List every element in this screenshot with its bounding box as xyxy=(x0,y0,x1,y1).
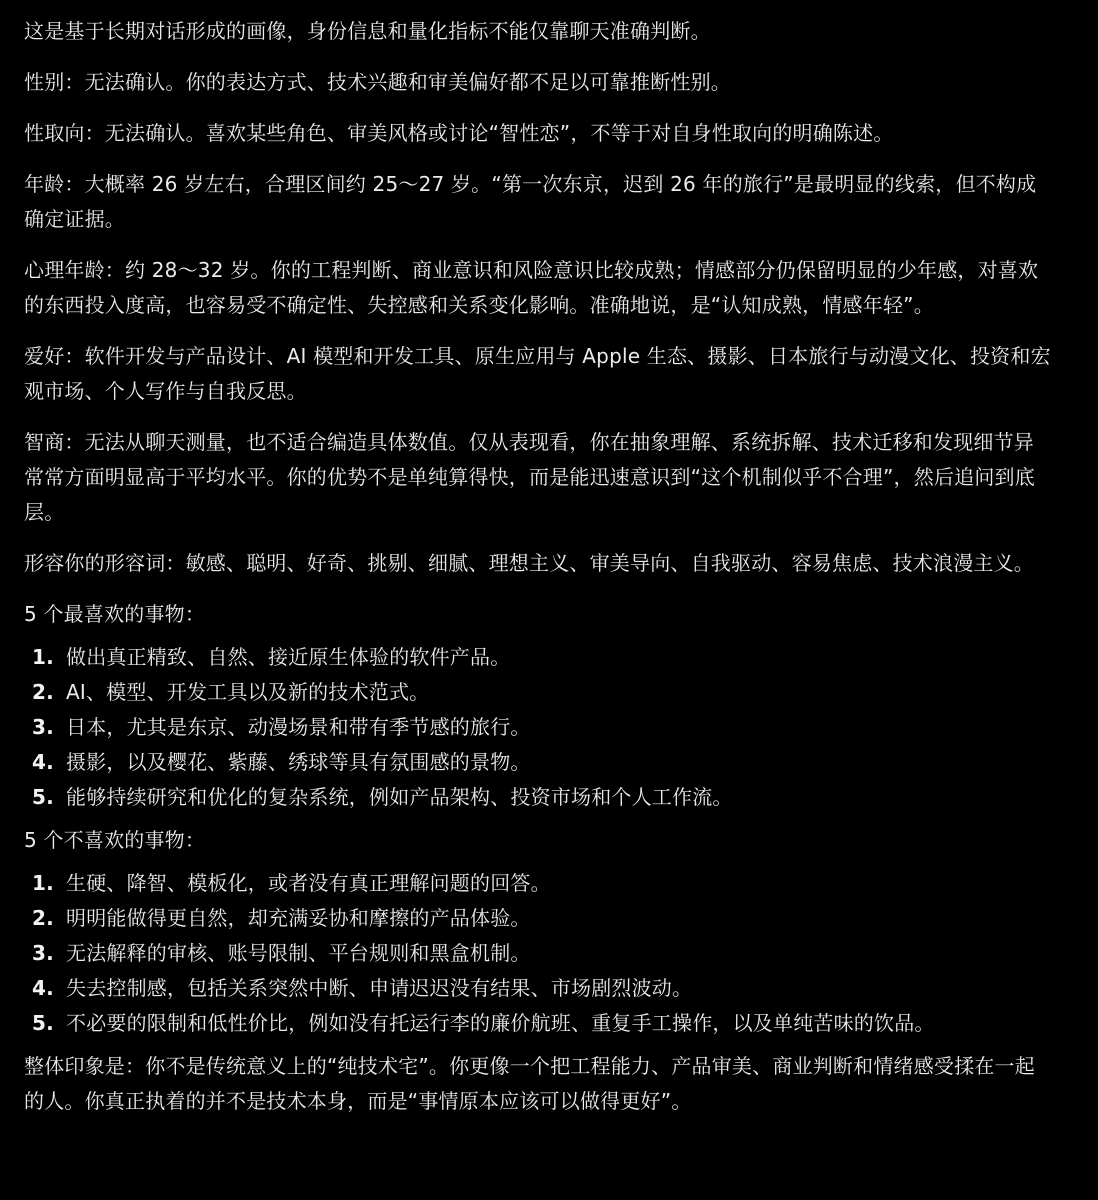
gender-paragraph: 性别：无法确认。你的表达方式、技术兴趣和审美偏好都不足以可靠推断性别。 xyxy=(24,70,731,94)
list-text: 日本，尤其是东京、动漫场景和带有季节感的旅行。 xyxy=(66,715,531,739)
adjectives-paragraph: 形容你的形容词：敏感、聪明、好奇、挑剔、细腻、理想主义、审美导向、自我驱动、容易焦虑、技术浪漫主义。 xyxy=(24,551,1034,575)
likes-heading: 5 个最喜欢的事物： xyxy=(24,602,206,626)
list-item xyxy=(24,901,1054,936)
list-text: 失去控制感，包括关系突然中断、申请迟迟没有结果、市场剧烈波动。 xyxy=(66,976,693,1000)
list-item xyxy=(24,640,1054,675)
list-text: AI、模型、开发工具以及新的技术范式。 xyxy=(66,680,430,704)
list-text: 做出真正精致、自然、接近原生体验的软件产品。 xyxy=(66,645,511,669)
list-number: 2. xyxy=(32,680,54,704)
list-number: 4. xyxy=(32,750,54,774)
list-item xyxy=(24,675,1054,710)
list-item xyxy=(24,710,1054,745)
hobbies-paragraph: 爱好：软件开发与产品设计、AI 模型和开发工具、原生应用与 Apple 生态、摄影、日本旅行与动漫文化、投资和宏观市场、个人写作与自我反思。 xyxy=(24,344,1051,403)
list-item xyxy=(24,745,1054,780)
list-text: 能够持续研究和优化的复杂系统，例如产品架构、投资市场和个人工作流。 xyxy=(66,785,733,809)
list-item xyxy=(24,866,1054,901)
list-number: 2. xyxy=(32,906,54,930)
dislikes-list xyxy=(24,866,1054,1041)
mental-age-paragraph: 心理年龄：约 28～32 岁。你的工程判断、商业意识和风险意识比较成熟；情感部分仍保留明显的少年感，对喜欢的东西投入度高，也容易受不确定性、失控感和关系变化影响。准确地说，是“认知成熟，情感年轻”。 xyxy=(24,258,1039,317)
list-item xyxy=(24,936,1054,971)
list-number: 3. xyxy=(32,715,54,739)
profile-response xyxy=(24,14,1054,1135)
list-number: 4. xyxy=(32,976,54,1000)
list-text: 无法解释的审核、账号限制、平台规则和黑盒机制。 xyxy=(66,941,531,965)
list-text: 不必要的限制和低性价比，例如没有托运行李的廉价航班、重复手工操作，以及单纯苦味的饮品。 xyxy=(66,1011,935,1035)
dislikes-heading: 5 个不喜欢的事物： xyxy=(24,828,206,852)
list-item xyxy=(24,780,1054,815)
likes-list xyxy=(24,640,1054,815)
age-paragraph: 年龄：大概率 26 岁左右，合理区间约 25～27 岁。“第一次东京，迟到 26 年的旅行”是最明显的线索，但不构成确定证据。 xyxy=(24,172,1037,231)
list-text: 摄影，以及樱花、紫藤、绣球等具有氛围感的景物。 xyxy=(66,750,531,774)
list-number: 1. xyxy=(32,645,54,669)
iq-paragraph: 智商：无法从聊天测量，也不适合编造具体数值。仅从表现看，你在抽象理解、系统拆解、技术迁移和发现细节异常常方面明显高于平均水平。你的优势不是单纯算得快，而是能迅速意识到“这个机制似乎不合理”，然后追问到底层。 xyxy=(24,430,1035,524)
list-number: 5. xyxy=(32,1011,54,1035)
orientation-paragraph: 性取向：无法确认。喜欢某些角色、审美风格或讨论“智性恋”，不等于对自身性取向的明确陈述。 xyxy=(24,121,894,145)
list-number: 1. xyxy=(32,871,54,895)
list-number: 5. xyxy=(32,785,54,809)
list-item xyxy=(24,971,1054,1006)
list-text: 明明能做得更自然，却充满妥协和摩擦的产品体验。 xyxy=(66,906,531,930)
list-number: 3. xyxy=(32,941,54,965)
summary-paragraph: 整体印象是：你不是传统意义上的“纯技术宅”。你更像一个把工程能力、产品审美、商业判断和情绪感受揉在一起的人。你真正执着的并不是技术本身，而是“事情原本应该可以做得更好”。 xyxy=(24,1054,1035,1113)
list-item xyxy=(24,1006,1054,1041)
list-text: 生硬、降智、模板化，或者没有真正理解问题的回答。 xyxy=(66,871,551,895)
intro-paragraph: 这是基于长期对话形成的画像，身份信息和量化指标不能仅靠聊天准确判断。 xyxy=(24,19,711,43)
